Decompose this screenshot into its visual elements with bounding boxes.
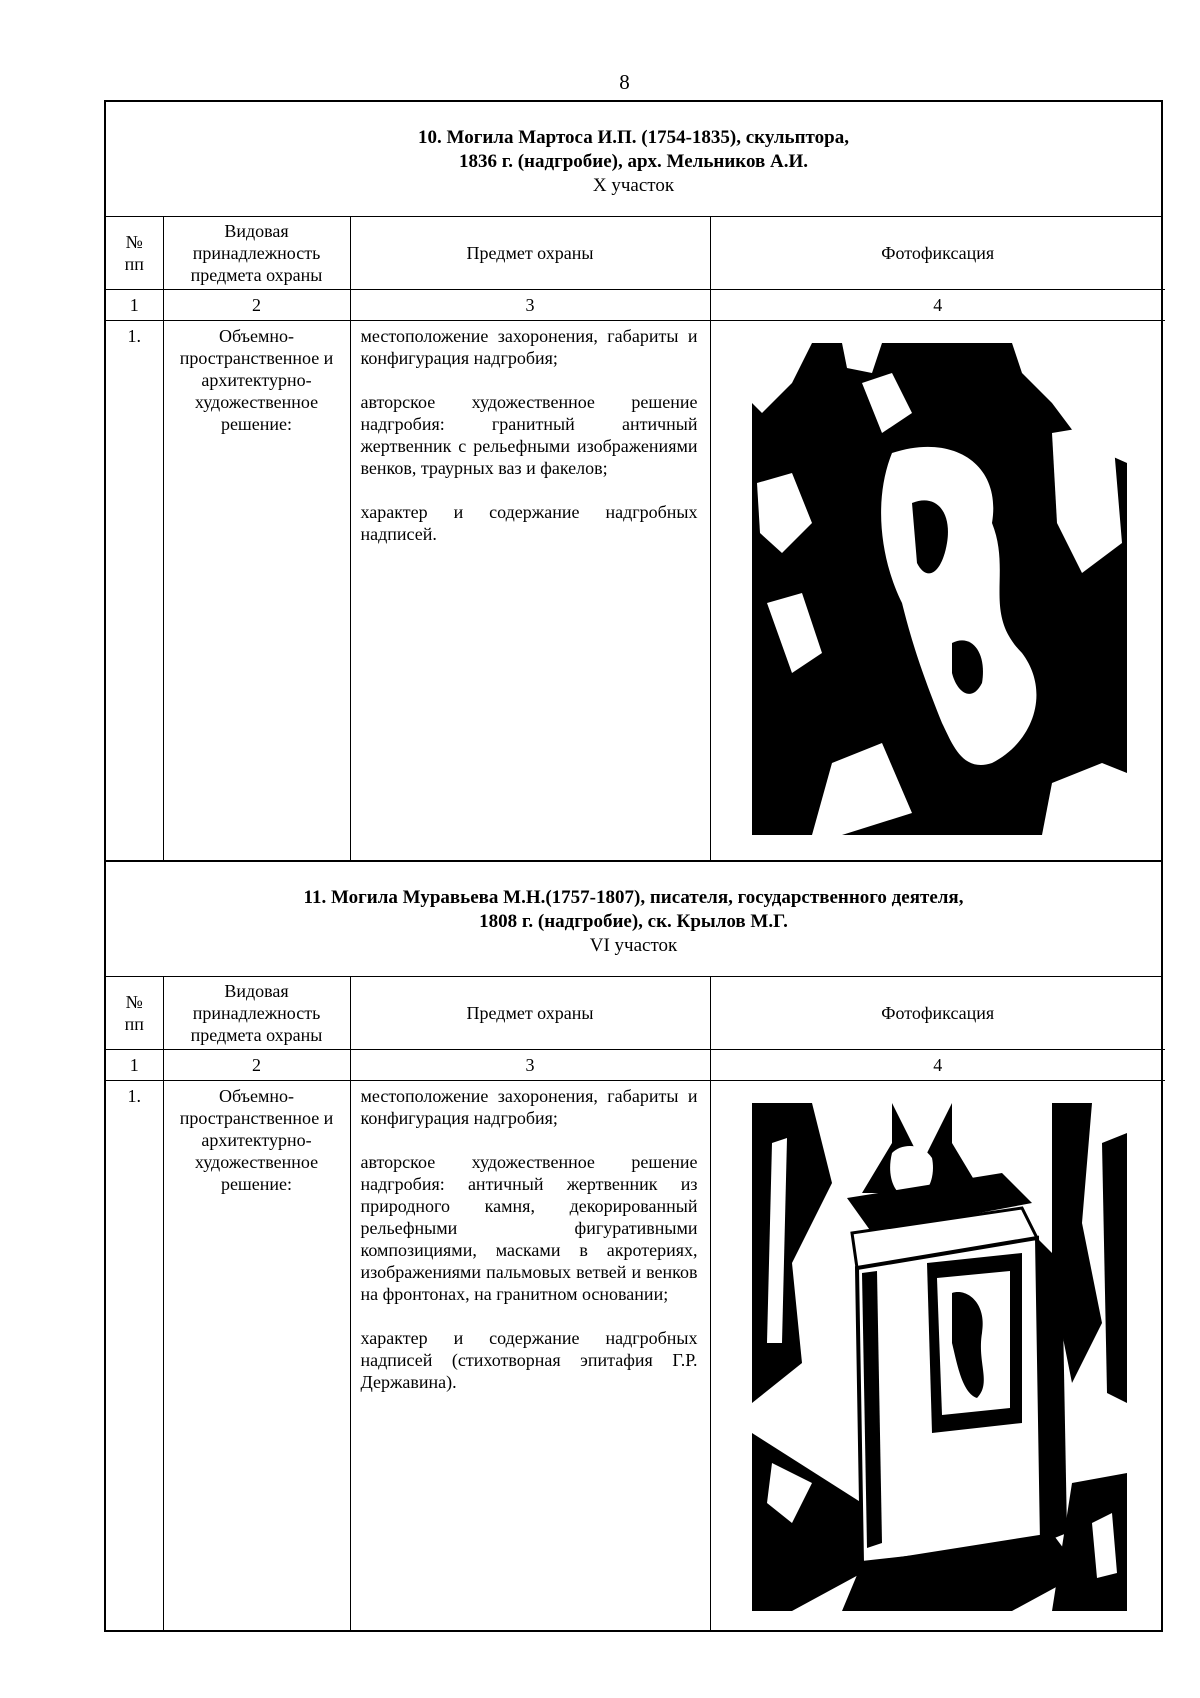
header-photo: Фотофиксация: [710, 977, 1165, 1049]
header-num: № пп: [106, 217, 163, 289]
header-type: Видовая принадлежность предмета охраны: [163, 977, 350, 1049]
subject-paragraph: авторское художественное решение надгробия: гранитный античный жертвенник с рельефными изображениями венков, траурных ваз и факелов;: [360, 391, 698, 478]
section-title-line-1: 10. Могила Мартоса И.П. (1754-1835), скульптора,: [418, 127, 849, 148]
row-type: Объемно-пространственное и архитектурно-художественное решение:: [163, 1080, 350, 1630]
header-subject: Предмет охраны: [350, 217, 710, 289]
header-num: № пп: [106, 977, 163, 1049]
table-row: [106, 320, 1165, 860]
subject-paragraph: местоположение захоронения, габариты и конфигурация надгробия;: [360, 325, 698, 368]
subject-paragraph: характер и содержание надгробных надписей.: [360, 501, 698, 544]
subject-paragraph: авторское художественное решение надгробия: античный жертвенник из природного камня, декорированный рельефными фигуративными композициями, масками в акротериях, изображениями пальмовых ветвей и венков на фронтонах, на гранитном основании;: [360, 1151, 698, 1304]
tombstone-photo-icon: [752, 343, 1127, 835]
column-number: 1: [106, 1049, 163, 1080]
row-subject: [350, 320, 710, 860]
column-number: 1: [106, 289, 163, 320]
row-photo: [710, 1080, 1165, 1630]
row-type: Объемно-пространственное и архитектурно-художественное решение:: [163, 320, 350, 860]
section-location: VI участок: [589, 935, 678, 956]
section-title-line-2: 1808 г. (надгробие), ск. Крылов М.Г.: [479, 911, 788, 932]
column-number: 2: [163, 1049, 350, 1080]
table-row: [106, 1080, 1165, 1630]
column-number-row: [106, 1049, 1165, 1080]
column-number: 4: [710, 289, 1165, 320]
table-header-row: [106, 977, 1165, 1049]
column-number: 4: [710, 1049, 1165, 1080]
row-number: 1.: [106, 320, 163, 860]
header-subject: Предмет охраны: [350, 977, 710, 1049]
protection-table: [106, 217, 1165, 860]
row-number: 1.: [106, 1080, 163, 1630]
section-title-line-1: 11. Могила Муравьева М.Н.(1757-1807), писателя, государственного деятеля,: [303, 887, 964, 908]
protection-table: [106, 977, 1165, 1630]
column-number: 3: [350, 289, 710, 320]
tombstone-photo-icon: [752, 1103, 1127, 1611]
header-type: Видовая принадлежность предмета охраны: [163, 217, 350, 289]
column-number: 3: [350, 1049, 710, 1080]
subject-paragraph: характер и содержание надгробных надписей (стихотворная эпитафия Г.Р. Державина).: [360, 1327, 698, 1392]
page-number: 8: [619, 70, 630, 94]
subject-paragraph: местоположение захоронения, габариты и конфигурация надгробия;: [360, 1085, 698, 1128]
table-header-row: [106, 217, 1165, 289]
section-title: [106, 862, 1161, 977]
header-photo: Фотофиксация: [710, 217, 1165, 289]
section-title-line-2: 1836 г. (надгробие), арх. Мельников А.И.: [458, 151, 809, 172]
monument-section-10: [104, 100, 1163, 862]
section-location: X участок: [592, 175, 675, 196]
column-number: 2: [163, 289, 350, 320]
column-number-row: [106, 289, 1165, 320]
monument-section-11: [104, 860, 1163, 1632]
section-title: [106, 102, 1161, 217]
row-subject: [350, 1080, 710, 1630]
row-photo: [710, 320, 1165, 860]
